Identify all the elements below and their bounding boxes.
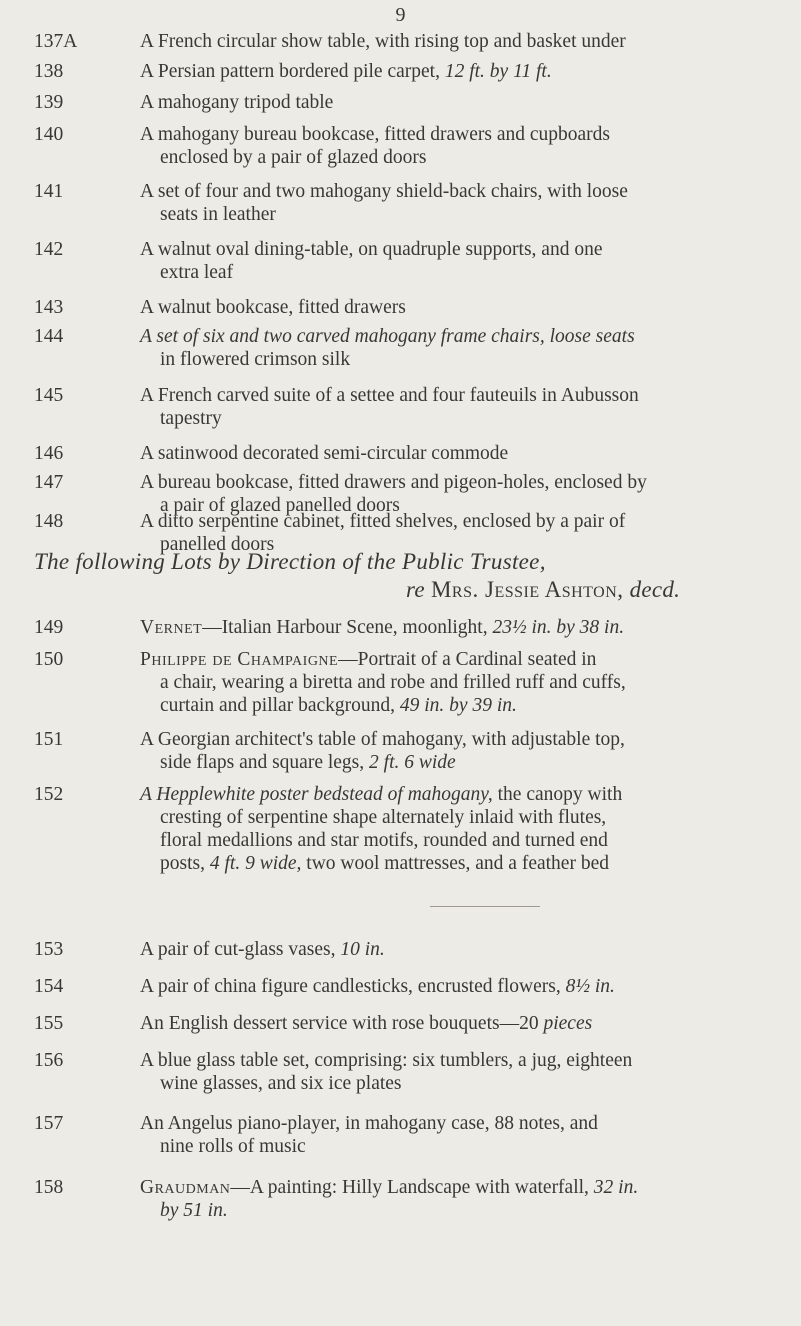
- lot-item: [34, 1012, 799, 1035]
- lot-dimensions: 10 in.: [340, 939, 385, 960]
- lot-dimensions: pieces: [543, 1013, 593, 1034]
- lot-description: A set of four and two mahogany shield-back chairs, with loose: [140, 181, 628, 202]
- lot-item: [34, 616, 799, 639]
- heading-decd: decd.: [629, 577, 681, 602]
- lot-description-cont: tapestry: [160, 408, 222, 429]
- lot-description: A French carved suite of a settee and four fauteuils in Aubusson: [140, 385, 639, 406]
- section-heading: [34, 548, 794, 604]
- lot-number: 141: [34, 181, 64, 202]
- lot-item: [34, 180, 799, 226]
- lot-description-cont: cresting of serpentine shape alternately inlaid with flutes,: [160, 807, 607, 828]
- lot-number: 148: [34, 511, 64, 532]
- lot-description: —Portrait of a Cardinal seated in: [338, 649, 597, 670]
- lot-artist: Vernet: [140, 617, 203, 638]
- lot-description: A Hepplewhite poster bedstead of mahogany,: [140, 784, 493, 805]
- lot-description: A bureau bookcase, fitted drawers and pigeon-holes, enclosed by: [140, 472, 647, 493]
- lot-item: [34, 30, 799, 53]
- lot-description-cont: enclosed by a pair of glazed doors: [160, 147, 427, 168]
- lot-description-cont: curtain and pillar background,: [160, 695, 400, 716]
- lot-description-cont: nine rolls of music: [160, 1136, 306, 1157]
- lot-description: A ditto serpentine cabinet, fitted shelves, enclosed by a pair of: [140, 511, 626, 532]
- lot-dimensions: 12 ft. by 11 ft.: [444, 61, 552, 82]
- lot-description: A walnut bookcase, fitted drawers: [140, 297, 406, 318]
- lot-number: 137A: [34, 31, 78, 52]
- lot-number: 145: [34, 385, 64, 406]
- heading-name: Mrs. Jessie Ashton,: [430, 577, 624, 602]
- lot-item: [34, 91, 799, 114]
- lot-artist: Graudman: [140, 1177, 231, 1198]
- lot-item: [34, 325, 799, 371]
- lot-number: 156: [34, 1050, 64, 1071]
- lot-number: 139: [34, 92, 64, 113]
- lot-description: A set of six and two carved mahogany frame chairs, loose seats: [140, 326, 635, 347]
- lot-number: 153: [34, 939, 64, 960]
- lot-description: A walnut oval dining-table, on quadruple supports, and one: [140, 239, 603, 260]
- lot-item: [34, 1112, 799, 1158]
- lot-description-cont: a pair of glazed panelled doors: [160, 495, 400, 516]
- lot-description-cont: posts,: [160, 853, 210, 874]
- lot-description: A mahogany bureau bookcase, fitted drawers and cupboards: [140, 124, 611, 145]
- heading-re: re: [406, 577, 425, 602]
- lot-dimensions: 2 ft. 6 wide: [369, 752, 456, 773]
- lot-description: An Angelus piano-player, in mahogany case, 88 notes, and: [140, 1113, 598, 1134]
- lot-number: 158: [34, 1177, 64, 1198]
- lot-number: 155: [34, 1013, 64, 1034]
- lot-item: [34, 938, 799, 961]
- lot-dimensions: by 51 in.: [160, 1200, 228, 1221]
- lot-number: 149: [34, 617, 64, 638]
- lot-number: 146: [34, 443, 64, 464]
- lot-description: A Persian pattern bordered pile carpet,: [140, 61, 445, 82]
- lot-dimensions: 32 in.: [593, 1177, 639, 1198]
- lot-item: [34, 384, 799, 430]
- lot-item: [34, 123, 799, 169]
- lot-description: A blue glass table set, comprising: six tumblers, a jug, eighteen: [140, 1050, 633, 1071]
- lot-description-cont: panelled doors: [160, 534, 275, 555]
- lot-number: 140: [34, 124, 64, 145]
- lot-description-cont: wine glasses, and six ice plates: [160, 1073, 402, 1094]
- lot-number: 151: [34, 729, 64, 750]
- lot-number: 143: [34, 297, 64, 318]
- lot-item: [34, 238, 799, 284]
- lot-item: [34, 728, 799, 774]
- lot-item: [34, 648, 799, 717]
- lot-dimensions: 4 ft. 9 wide,: [209, 853, 302, 874]
- lot-item: [34, 1176, 799, 1222]
- lot-description: A mahogany tripod table: [140, 92, 334, 113]
- lot-artist: Philippe de Champaigne: [140, 649, 339, 670]
- lot-number: 150: [34, 649, 64, 670]
- lot-description: —A painting: Hilly Landscape with waterfall,: [230, 1177, 594, 1198]
- lot-description-cont: a chair, wearing a biretta and robe and frilled ruff and cuffs,: [160, 672, 626, 693]
- lot-number: 154: [34, 976, 64, 997]
- page-number: 9: [395, 4, 406, 26]
- lot-description-cont: seats in leather: [160, 204, 276, 225]
- lot-item: [34, 442, 799, 465]
- heading-line: The following Lots by Direction of the Public Trustee,: [34, 549, 546, 574]
- lot-number: 144: [34, 326, 64, 347]
- divider: [430, 906, 540, 907]
- lot-description-cont: in flowered crimson silk: [160, 349, 351, 370]
- lot-number: 157: [34, 1113, 64, 1134]
- lot-number: 147: [34, 472, 64, 493]
- lot-dimensions: 23½ in. by 38 in.: [492, 617, 625, 638]
- lot-dimensions: 8½ in.: [565, 976, 615, 997]
- lot-description: A pair of cut-glass vases,: [140, 939, 341, 960]
- lot-description: An English dessert service with rose bouquets—20: [140, 1013, 544, 1034]
- lot-dimensions: 49 in. by 39 in.: [399, 695, 517, 716]
- lot-description-cont: extra leaf: [160, 262, 234, 283]
- lot-description: A Georgian architect's table of mahogany, with adjustable top,: [140, 729, 625, 750]
- lot-description: A pair of china figure candlesticks, encrusted flowers,: [140, 976, 566, 997]
- lot-number: 138: [34, 61, 64, 82]
- lot-description-cont: floral medallions and star motifs, rounded and turned end: [160, 830, 608, 851]
- lot-item: [34, 1049, 799, 1095]
- lot-description: A French circular show table, with rising top and basket under: [140, 31, 626, 52]
- lot-description-cont: side flaps and square legs,: [160, 752, 370, 773]
- lot-item: [34, 60, 799, 83]
- lot-description: —Italian Harbour Scene, moonlight,: [202, 617, 493, 638]
- lot-item: [34, 975, 799, 998]
- lot-description: A satinwood decorated semi-circular commode: [140, 443, 509, 464]
- lot-item: [34, 783, 799, 875]
- lot-description-cont: two wool mattresses, and a feather bed: [301, 853, 609, 874]
- lot-number: 152: [34, 784, 64, 805]
- lot-item: [34, 296, 799, 319]
- lot-description: the canopy with: [492, 784, 623, 805]
- lot-number: 142: [34, 239, 64, 260]
